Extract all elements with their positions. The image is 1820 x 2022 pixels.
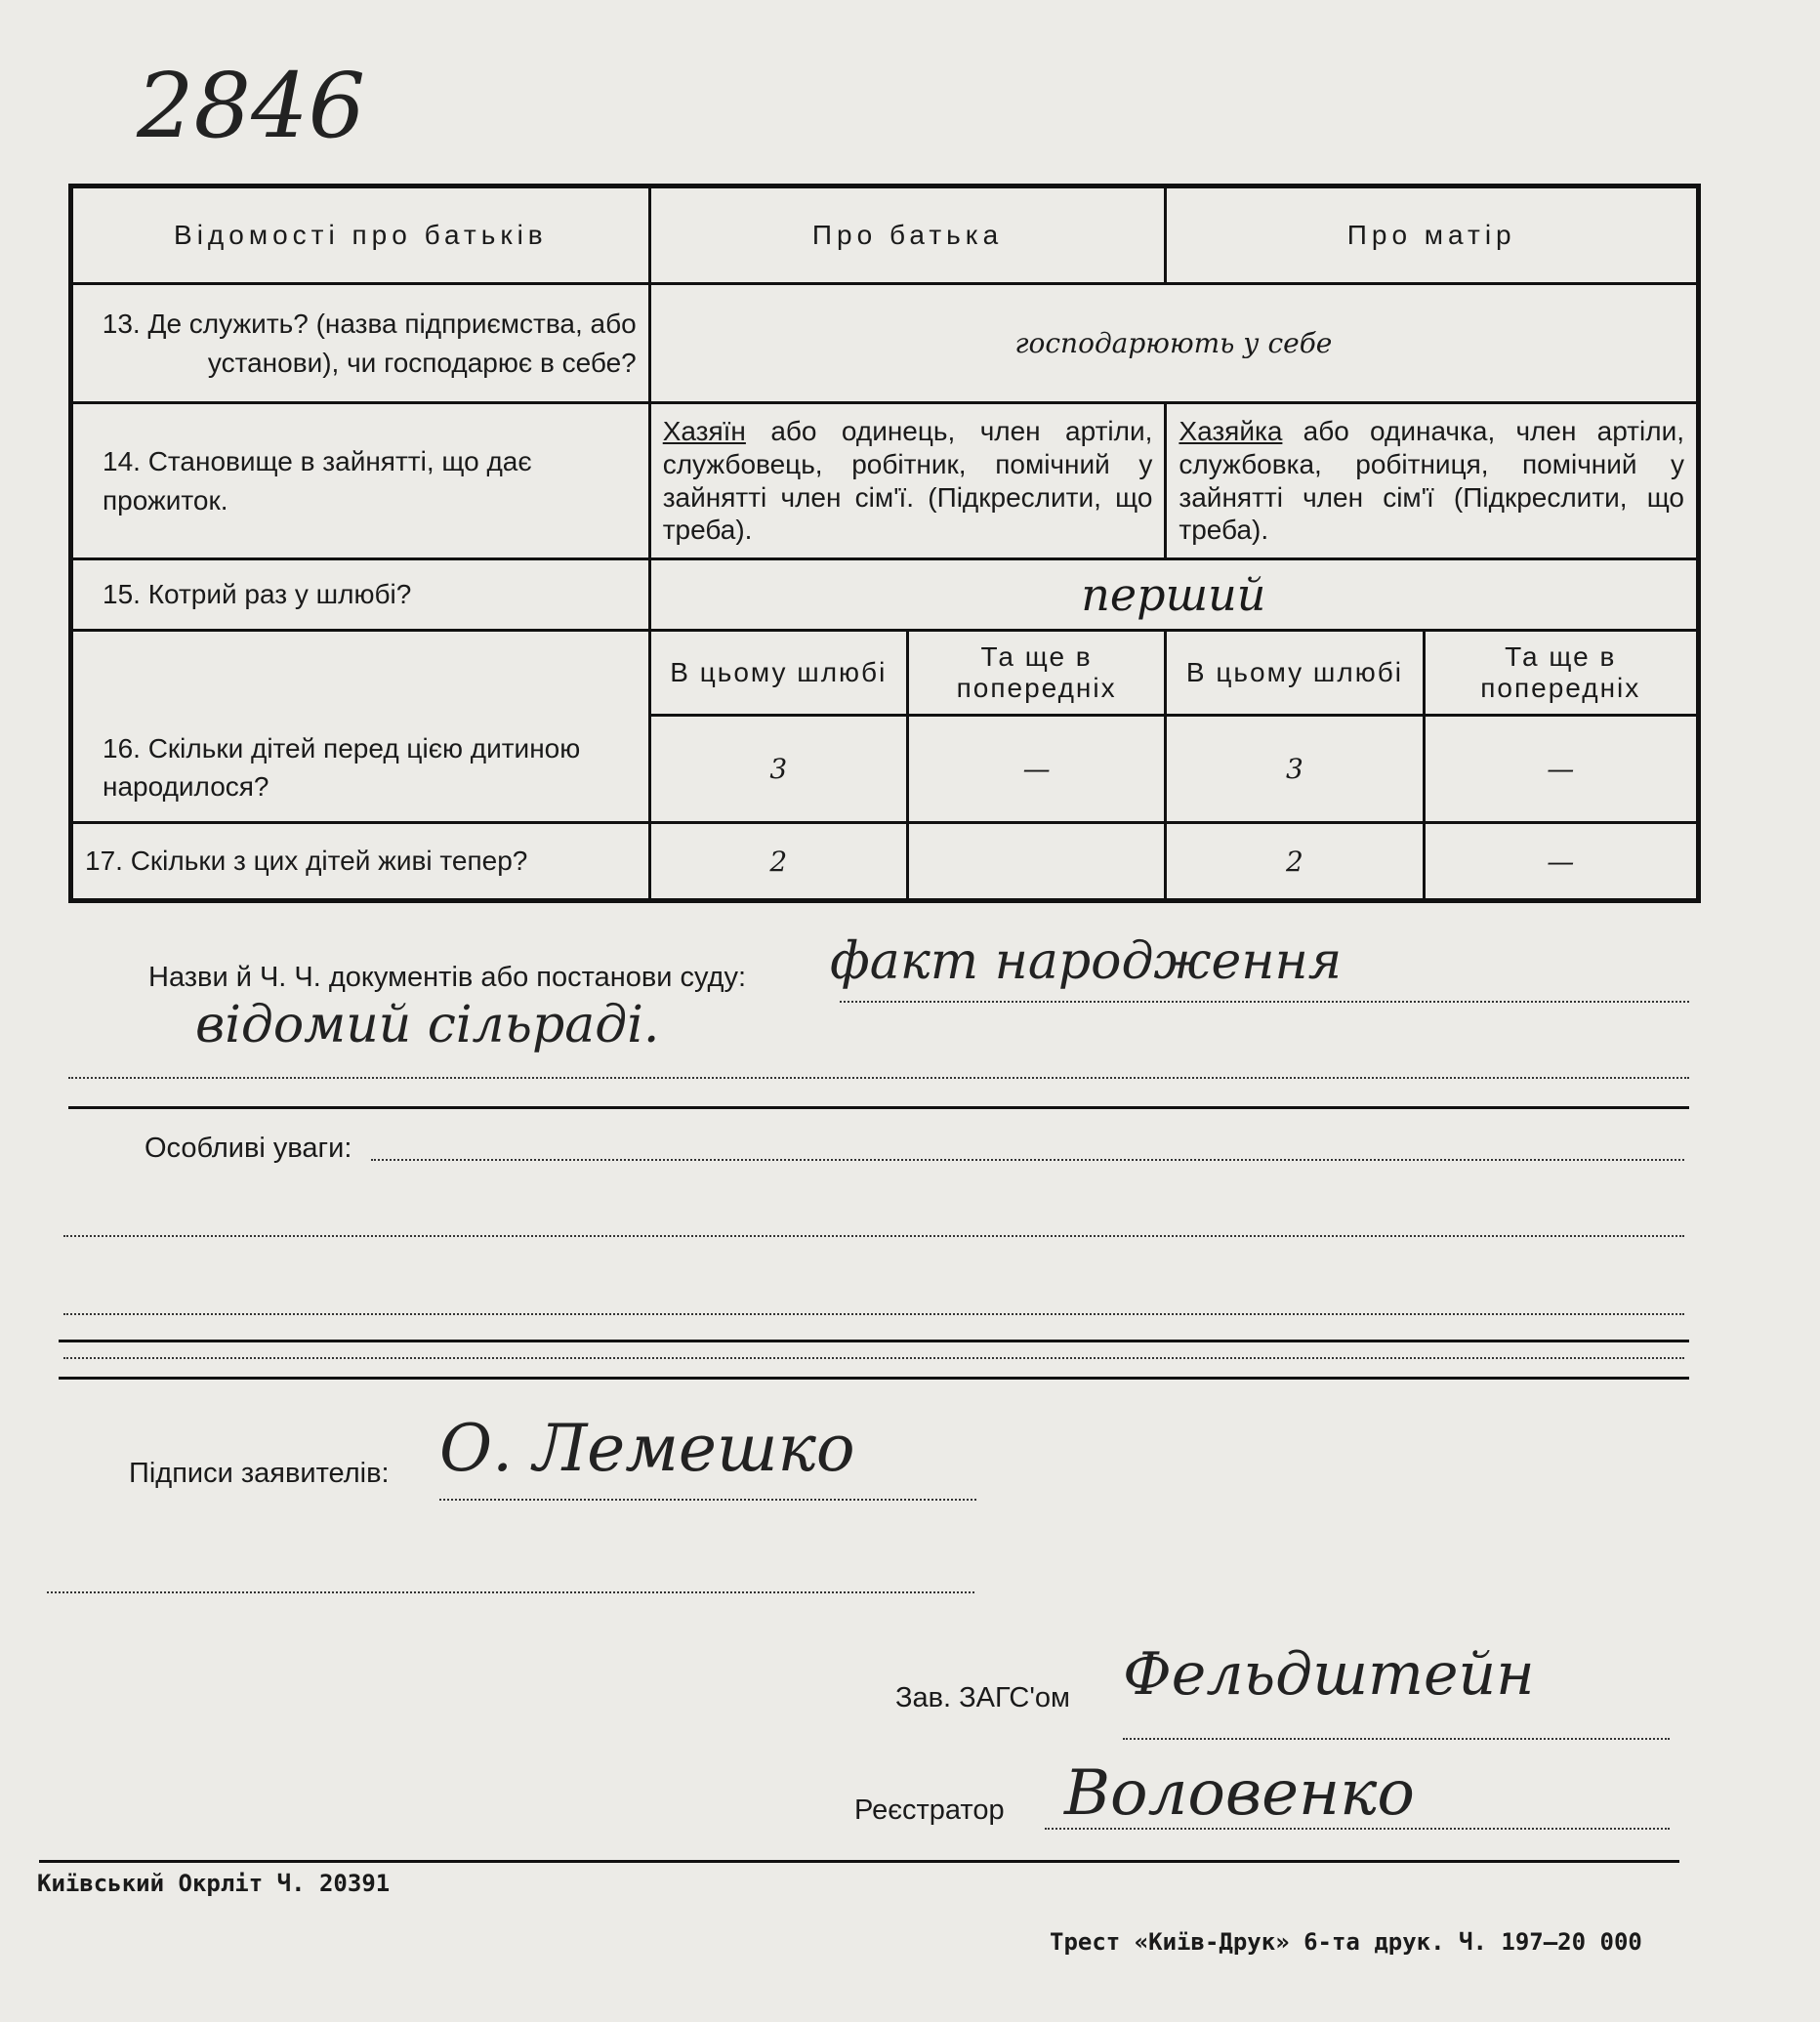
q15-answer: перший bbox=[649, 559, 1698, 631]
row-13 bbox=[71, 284, 1699, 403]
sub-father-prev: Та ще в попередніх bbox=[907, 631, 1166, 716]
q16-father-current: 3 bbox=[649, 716, 907, 823]
q17-label: 17. Скільки з цих дітей живі тепер? bbox=[71, 823, 650, 901]
signatures-label: Підписи заявителів: bbox=[129, 1458, 390, 1489]
q14-father-options bbox=[649, 403, 1166, 559]
remarks-line-2 bbox=[63, 1235, 1684, 1237]
q14-mother-selected: Хазяйка bbox=[1179, 416, 1283, 447]
parents-info-table bbox=[68, 184, 1701, 903]
header-mother: Про матір bbox=[1166, 186, 1699, 284]
remarks-line-1 bbox=[371, 1159, 1684, 1161]
sub-mother-prev: Та ще в попередніх bbox=[1424, 631, 1698, 716]
q16-mother-prev: — bbox=[1424, 716, 1698, 823]
documents-line2: відомий сільраді. bbox=[195, 996, 660, 1054]
q16-label: 16. Скільки дітей перед цією дитиною народилося? bbox=[71, 631, 650, 823]
q17-mother-current: 2 bbox=[1166, 823, 1424, 901]
remarks-label: Особливі уваги: bbox=[145, 1133, 352, 1164]
row-17 bbox=[71, 823, 1699, 901]
q17-father-current: 2 bbox=[649, 823, 907, 901]
header-parents-info: Відомості про батьків bbox=[71, 186, 650, 284]
documents-dotted-line-2 bbox=[68, 1077, 1689, 1079]
row-14 bbox=[71, 403, 1699, 559]
q17-father-prev bbox=[907, 823, 1166, 901]
row-16-subheader bbox=[71, 631, 1699, 716]
footer-rule bbox=[39, 1860, 1679, 1863]
remarks-line-3 bbox=[63, 1313, 1684, 1315]
documents-rule bbox=[68, 1106, 1689, 1109]
q13-label: 13. Де служить? (назва підприємства, або установи), чи господарює в себе? bbox=[71, 284, 650, 403]
remarks-rule-1 bbox=[59, 1340, 1689, 1342]
applicant-signature: О. Лемешко bbox=[439, 1411, 855, 1486]
q14-label: 14. Становище в зайнятті, що дає прожиток. bbox=[71, 403, 650, 559]
remarks-rule-2 bbox=[59, 1377, 1689, 1380]
footer-right: Трест «Київ-Друк» 6-та друк. Ч. 197—20 000 bbox=[1050, 1928, 1642, 1956]
q14-father-text: або одинець, член артіли, службовець, робітник, помічний у зайнятті член сім'ї. (Підкреслити, що треба). bbox=[662, 416, 1153, 546]
sub-father-current: В цьому шлюбі bbox=[649, 631, 907, 716]
registrar-signature: Воловенко bbox=[1064, 1757, 1415, 1830]
q17-mother-prev: — bbox=[1424, 823, 1698, 901]
registrar-line bbox=[1045, 1828, 1670, 1830]
q14-father-selected: Хазяїн bbox=[662, 416, 746, 447]
remarks-line-4 bbox=[63, 1357, 1684, 1359]
q13-answer: господарюють у себе bbox=[649, 284, 1698, 403]
q16-mother-current: 3 bbox=[1166, 716, 1424, 823]
sub-mother-current: В цьому шлюбі bbox=[1166, 631, 1424, 716]
q14-mother-options bbox=[1166, 403, 1699, 559]
q14-mother-text: або одиначка, член артіли, службовка, робітниця, помічний у зайнятті член сім'ї (Підкреслити, що треба). bbox=[1179, 416, 1684, 546]
q16-father-prev: — bbox=[907, 716, 1166, 823]
q15-label: 15. Котрий раз у шлюбі? bbox=[71, 559, 650, 631]
row-15 bbox=[71, 559, 1699, 631]
signature-line-1 bbox=[439, 1499, 976, 1501]
header-father: Про батька bbox=[649, 186, 1166, 284]
documents-label: Назви й Ч. Ч. документів або постанови суду: bbox=[148, 962, 747, 993]
signature-line-2 bbox=[47, 1591, 974, 1593]
documents-dotted-line-1 bbox=[840, 1001, 1689, 1003]
zags-label: Зав. ЗАГС'ом bbox=[895, 1682, 1070, 1713]
table-header-row bbox=[71, 186, 1699, 284]
registrar-label: Реєстратор bbox=[854, 1795, 1005, 1826]
documents-line1: факт народження bbox=[830, 932, 1343, 991]
sheet-number: 2846 bbox=[137, 54, 366, 158]
footer-left: Київський Окрліт Ч. 20391 bbox=[37, 1870, 391, 1897]
zags-line bbox=[1123, 1738, 1670, 1740]
zags-signature: Фельдштейн bbox=[1123, 1640, 1535, 1709]
